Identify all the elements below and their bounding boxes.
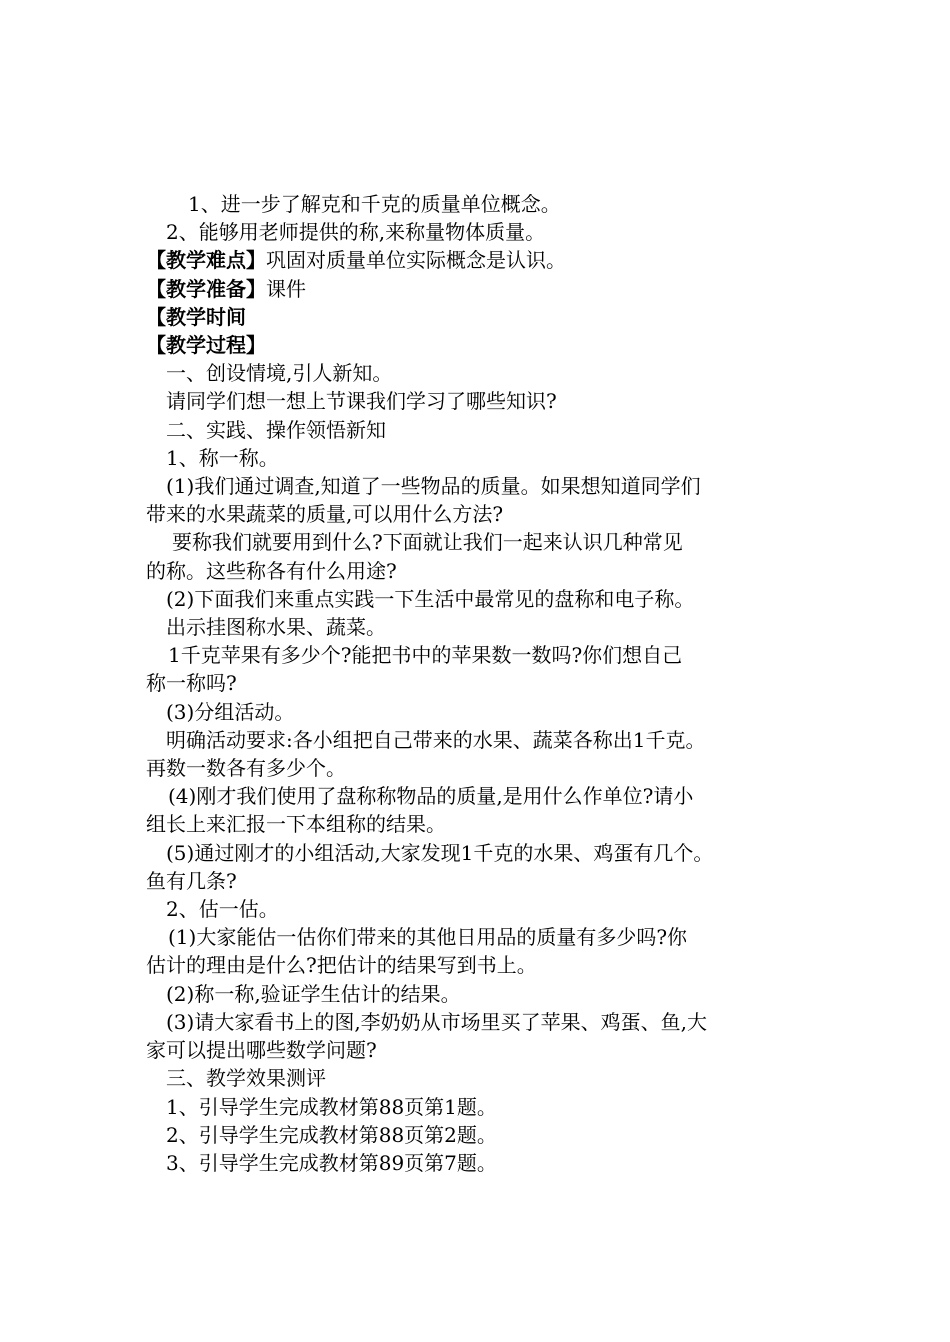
step-heading: 二、实践、操作领悟新知 — [166, 417, 386, 442]
paragraph-line: 家可以提出哪些数学问题? — [146, 1038, 377, 1063]
paragraph-line: 鱼有几条? — [146, 868, 237, 893]
paragraph-line: 1千克苹果有多少个?能把书中的苹果数一数吗?你们想自己 — [168, 643, 683, 668]
paragraph-line: 明确活动要求:各小组把自己带来的水果、蔬菜各称出1千克。 — [166, 727, 706, 752]
objective-1: 1、进一步了解克和千克的质量单位概念。 — [188, 192, 561, 216]
paragraph-line: 要称我们就要用到什么?下面就让我们一起来认识几种常见 — [172, 530, 683, 555]
teaching-preparation: 【教学准备】课件 — [146, 276, 306, 301]
teaching-difficulty: 【教学难点】巩固对质量单位实际概念是认识。 — [146, 248, 566, 273]
paragraph-line: (1)我们通过调查,知道了一些物品的质量。如果想知道同学们 — [166, 474, 701, 499]
exercise-item: 1、引导学生完成教材第88页第1题。 — [166, 1094, 497, 1119]
exercise-item: 3、引导学生完成教材第89页第7题。 — [166, 1150, 497, 1175]
paragraph-line: 估计的理由是什么?把估计的结果写到书上。 — [146, 953, 537, 978]
section-heading: 【教学准备】 — [146, 276, 266, 301]
sub-heading: 2、估一估。 — [166, 897, 279, 922]
paragraph-line: (1)大家能估一估你们带来的其他日用品的质量有多少吗?你 — [168, 925, 688, 950]
paragraph-line: 组长上来汇报一下本组称的结果。 — [146, 812, 446, 837]
paragraph-line: (4)刚才我们使用了盘称称物品的质量,是用什么作单位?请小 — [168, 784, 694, 809]
section-heading: 【教学时间 — [146, 304, 246, 329]
paragraph-line: (3)请大家看书上的图,李奶奶从市场里买了苹果、鸡蛋、鱼,大 — [166, 1009, 708, 1034]
paragraph-line: 出示挂图称水果、蔬菜。 — [166, 615, 386, 640]
section-heading: 【教学难点】 — [146, 248, 266, 273]
paragraph-line: 请同学们想一想上节课我们学习了哪些知识? — [166, 389, 557, 414]
sub-heading: 1、称一称。 — [166, 445, 279, 470]
paragraph-line: (2)下面我们来重点实践一下生活中最常见的盘称和电子称。 — [166, 586, 695, 611]
objective-2: 2、能够用老师提供的称,来称量物体质量。 — [166, 220, 546, 245]
paragraph-line: (2)称一称,验证学生估计的结果。 — [166, 981, 461, 1006]
paragraph-line: (5)通过刚才的小组活动,大家发现1千克的水果、鸡蛋有几个。 — [166, 840, 714, 865]
paragraph-line: 再数一数各有多少个。 — [146, 756, 346, 781]
paragraph-line: 的称。这些称各有什么用途? — [146, 558, 397, 583]
teaching-process — [146, 331, 800, 359]
paragraph-line: (3)分组活动。 — [166, 699, 295, 724]
step-heading: 三、教学效果测评 — [166, 1066, 326, 1091]
step-heading: 一、创设情境,引人新知。 — [166, 361, 393, 386]
teaching-time — [146, 303, 800, 331]
section-heading: 【教学过程】 — [146, 333, 266, 358]
paragraph-line: 带来的水果蔬菜的质量,可以用什么方法? — [146, 502, 504, 527]
exercise-item: 2、引导学生完成教材第88页第2题。 — [166, 1122, 497, 1147]
paragraph-line: 称一称吗? — [146, 671, 237, 696]
